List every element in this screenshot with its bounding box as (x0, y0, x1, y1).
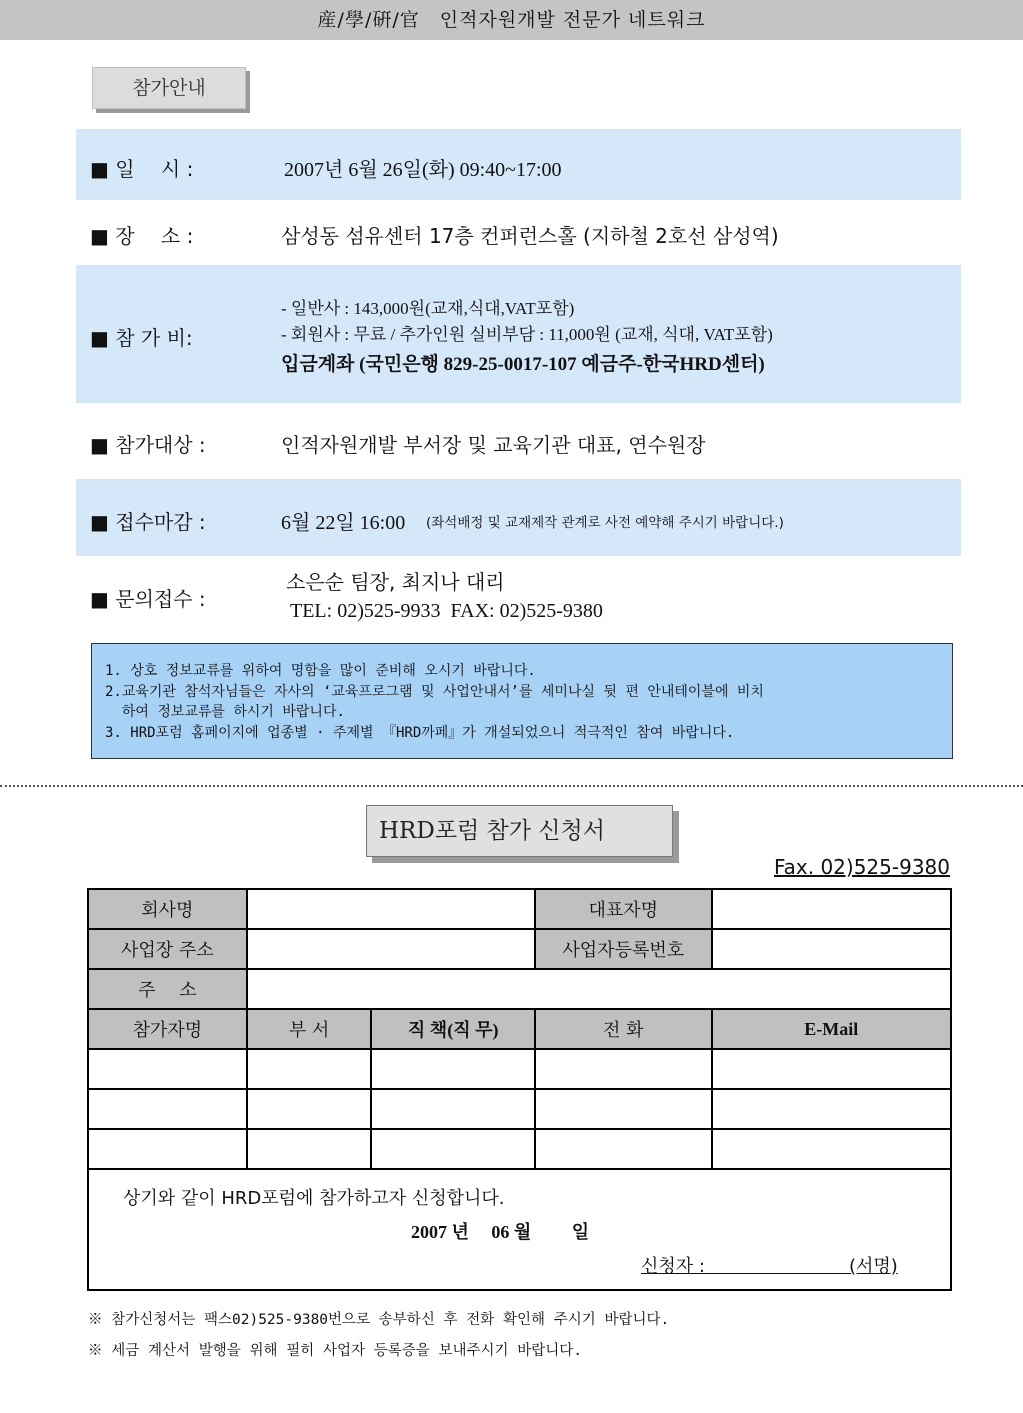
footnote-tax-invoice: ※ 세금 계산서 발행을 위해 필히 사업자 등록증을 보내주시기 바랍니다. (88, 1343, 582, 1359)
fee-member: - 회원사 : 무료 / 추가인원 실비부담 : 11,000원 (교재, 식대, VAT포함) (281, 325, 773, 344)
phone-field[interactable] (535, 1129, 712, 1169)
address-label: 주 소 (88, 969, 247, 1009)
deadline-value: 6월 22일 16:00 (281, 512, 406, 534)
application-date[interactable]: 2007 년 06 월 일 (411, 1222, 590, 1242)
fee-label: ■ 참 가 비: (90, 326, 193, 350)
department-field[interactable] (247, 1129, 372, 1169)
info-row-fee (76, 265, 961, 403)
fee-general: - 일반사 : 143,000원(교재,식대,VAT포함) (281, 299, 575, 318)
info-row-date (76, 129, 961, 200)
info-row-venue (76, 200, 961, 265)
email-field[interactable] (712, 1049, 951, 1089)
contact-label: ■ 문의접수 : (90, 587, 206, 611)
notice-item: 3. HRD포럼 홈페이지에 업종별 · 주제별 『HRD까페』가 개설되었으니 적극적인 참여 바랍니다. (105, 724, 735, 741)
department-field[interactable] (247, 1049, 372, 1089)
contact-persons: 소은순 팀장, 최지나 대리 (286, 570, 505, 594)
deadline-note: (좌석배정 및 교재제작 관계로 사전 예약해 주시기 바랍니다.) (426, 515, 784, 531)
department-header: 부 서 (247, 1009, 372, 1049)
form-fax-number: Fax. 02)525-9380 (773, 855, 950, 879)
email-field[interactable] (712, 1089, 951, 1129)
cut-line-divider (0, 785, 1023, 787)
table-row (88, 1089, 951, 1129)
ceo-name-field[interactable] (712, 889, 951, 929)
company-name-label: 회사명 (88, 889, 247, 929)
business-address-field[interactable] (247, 929, 535, 969)
address-field[interactable] (247, 969, 951, 1009)
position-field[interactable] (371, 1049, 535, 1089)
page-header-banner: 産/學/硏/官 인적자원개발 전문가 네트워크 (0, 0, 1023, 40)
applicant-signature-line[interactable]: 신청자 : (서명) (641, 1256, 898, 1277)
table-row (88, 929, 951, 969)
notice-item: 하여 정보교류를 하시기 바랍니다. (105, 704, 345, 720)
info-row-deadline (76, 479, 961, 556)
ceo-name-label: 대표자명 (535, 889, 712, 929)
table-row (88, 889, 951, 929)
application-statement: 상기와 같이 HRD포럼에 참가하고자 신청합니다. (123, 1188, 505, 1209)
date-value: 2007년 6월 26일(화) 09:40~17:00 (284, 159, 562, 181)
form-title: HRD포럼 참가 신청서 (366, 805, 673, 857)
deadline-label: ■ 접수마감 : (90, 510, 206, 534)
business-address-label: 사업장 주소 (88, 929, 247, 969)
department-field[interactable] (247, 1089, 372, 1129)
table-row (88, 1129, 951, 1169)
footnote-fax-instruction: ※ 참가신청서는 팩스02)525-9380번으로 송부하신 후 전화 확인해 주시기 바랍니다. (88, 1312, 670, 1328)
target-label: ■ 참가대상 : (90, 433, 206, 457)
target-value: 인적자원개발 부서장 및 교육기관 대표, 연수원장 (281, 433, 706, 457)
phone-field[interactable] (535, 1049, 712, 1089)
participant-name-field[interactable] (88, 1049, 247, 1089)
application-form-table (87, 888, 952, 1170)
email-field[interactable] (712, 1129, 951, 1169)
info-row-contact (76, 556, 961, 638)
notice-box (91, 643, 953, 759)
notice-item: 2.교육기관 참석자님들은 자사의 ‘교육프로그램 및 사업안내서’를 세미나실 뒷 편 안내테이블에 비치 (105, 683, 764, 700)
phone-field[interactable] (535, 1089, 712, 1129)
company-name-field[interactable] (247, 889, 535, 929)
venue-label: ■ 장 소 : (90, 224, 194, 248)
section-tab-participation-info: 참가안내 (92, 67, 246, 109)
business-reg-no-field[interactable] (712, 929, 951, 969)
position-field[interactable] (371, 1089, 535, 1129)
participant-name-header: 참가자명 (88, 1009, 247, 1049)
table-row (88, 1009, 951, 1049)
table-row (88, 1049, 951, 1089)
signature-section (87, 1168, 952, 1291)
email-header: E-Mail (712, 1009, 951, 1049)
business-reg-no-label: 사업자등록번호 (535, 929, 712, 969)
table-row (88, 969, 951, 1009)
phone-header: 전 화 (535, 1009, 712, 1049)
position-field[interactable] (371, 1129, 535, 1169)
info-row-target (76, 403, 961, 479)
participant-name-field[interactable] (88, 1129, 247, 1169)
fee-bank-account: 입금계좌 (국민은행 829-25-0017-107 예금주-한국HRD센터) (281, 354, 765, 375)
venue-value: 삼성동 섬유센터 17층 컨퍼런스홀 (지하철 2호선 삼성역) (281, 224, 779, 248)
participant-name-field[interactable] (88, 1089, 247, 1129)
date-label: ■ 일 시 : (90, 157, 194, 181)
contact-phone-fax: TEL: 02)525-9933 FAX: 02)525-9380 (290, 600, 603, 622)
notice-item: 1. 상호 정보교류를 위하여 명함을 많이 준비해 오시기 바랍니다. (105, 663, 536, 679)
position-header: 직 책(직 무) (371, 1009, 535, 1049)
